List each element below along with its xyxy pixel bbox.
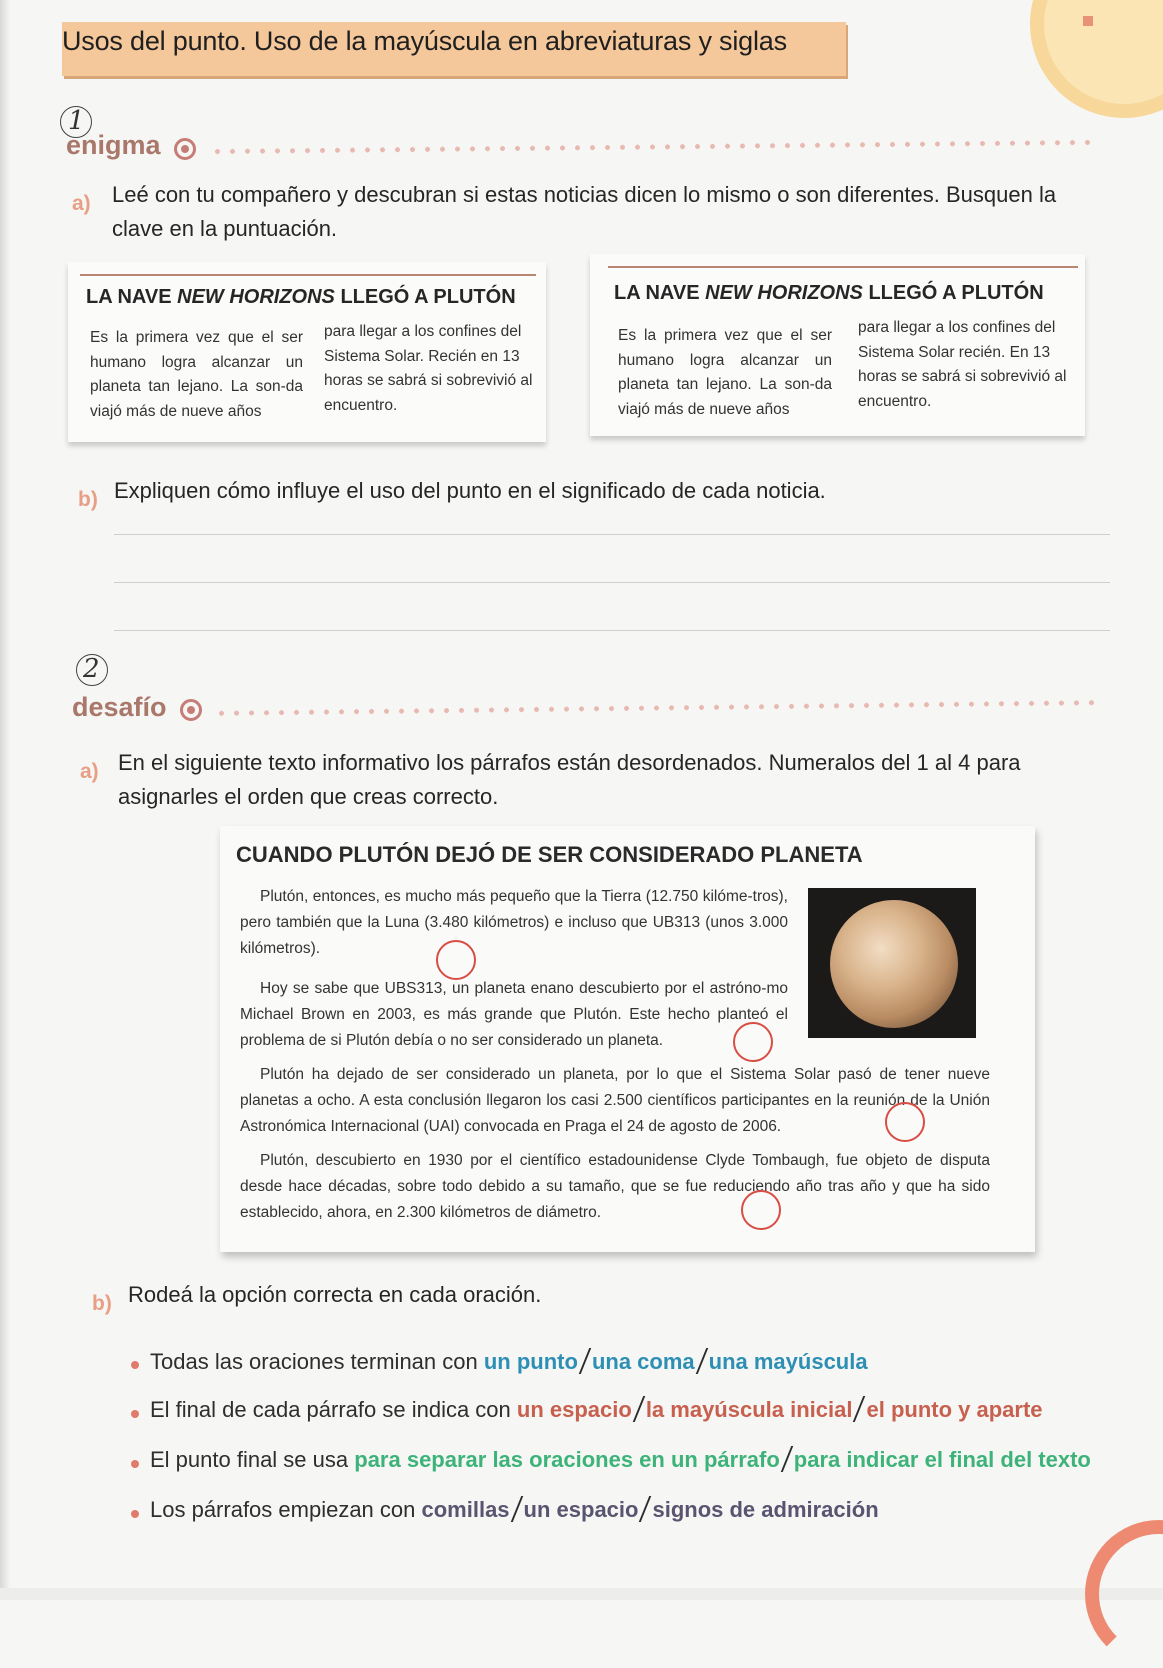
news-column-1: Es la primera vez que el ser humano logra alcanzar un planeta tan lejano. La son-da viajó más de nueve años <box>618 327 832 418</box>
option-choice[interactable]: una mayúscula <box>708 1349 868 1374</box>
option-choice[interactable]: signos de admiración <box>652 1497 879 1522</box>
news-card-1 <box>68 262 546 442</box>
option-choice[interactable]: comillas <box>421 1497 510 1522</box>
answer-circle[interactable] <box>436 940 476 980</box>
option-choice[interactable]: para separar las oraciones en un párrafo <box>354 1447 780 1472</box>
bullet-icon <box>131 1410 139 1418</box>
section-label-desafio: desafío <box>72 692 167 722</box>
option-choice[interactable]: el punto y aparte <box>866 1397 1043 1422</box>
page-bottom-shadow <box>0 1588 1163 1600</box>
news-card-2 <box>590 254 1085 436</box>
handwritten-number-1: 1 <box>68 106 85 136</box>
instruction-text: Rodeá la opción correcta en cada oración. <box>128 1282 542 1307</box>
section-label-enigma: enigma <box>66 130 161 160</box>
info-title: CUANDO PLUTÓN DEJÓ DE SER CONSIDERADO PLANETA <box>236 842 863 867</box>
page-title: Usos del punto. Uso de la mayúscula en abreviaturas y siglas <box>62 26 787 56</box>
option-sentence-4: Los párrafos empiezan con comillas un espacio signos de admiración <box>150 1497 879 1522</box>
news-title: LA NAVE NEW HORIZONS LLEGÓ A PLUTÓN <box>614 282 1044 304</box>
news-column-2: para llegar a los confines del Sistema Solar. Recién en 13 horas se sabrá si sobrevivió al encuentro. <box>324 323 533 414</box>
instruction-text: Leé con tu compañero y descubran si estas noticias dicen lo mismo o son diferentes. Busquen la clave en la puntuación. <box>112 182 1057 241</box>
handwritten-circle <box>76 654 108 686</box>
target-icon <box>174 138 196 160</box>
page-edge-shadow <box>0 0 10 1600</box>
info-paragraph-3: Plutón ha dejado de ser considerado un planeta, por lo que el Sistema Solar pasó de tener nueve planetas a ocho. A esta conclusión llegaron los casi 2.500 científicos participantes en la reunión de la Unión Astronómica Internacional (UAI) convocada en Praga el 24 de agosto de 2006. <box>240 1066 990 1135</box>
handwritten-number-2: 2 <box>83 654 100 684</box>
info-paragraph-1: Plutón, entonces, es mucho más pequeño que la Tierra (12.750 kilóme-tros), pero también que la Luna (3.480 kilómetros) e incluso que UB313 (unos 3.000 kilómetros). <box>240 888 788 957</box>
dotted-divider <box>214 700 1100 717</box>
item-letter-a: a) <box>80 760 99 783</box>
answer-circle[interactable] <box>733 1022 773 1062</box>
corner-sun-decoration <box>1030 0 1163 118</box>
option-choice[interactable]: la mayúscula inicial <box>645 1397 853 1422</box>
option-choice[interactable]: un espacio <box>516 1397 632 1422</box>
answer-circle[interactable] <box>885 1102 925 1142</box>
corner-arc-decoration <box>1085 1520 1163 1668</box>
answer-line[interactable] <box>114 630 1110 631</box>
item-letter-b: b) <box>92 1292 112 1315</box>
pluto-planet-image <box>830 900 958 1028</box>
bullet-icon <box>131 1361 139 1369</box>
answer-line[interactable] <box>114 582 1110 583</box>
instruction-text: En el siguiente texto informativo los párrafos están desordenados. Numeralos del 1 al 4 para asignarles el orden que creas correcto. <box>118 750 1021 809</box>
option-choice[interactable]: una coma <box>591 1349 695 1374</box>
answer-line[interactable] <box>114 534 1110 535</box>
option-choice[interactable]: un punto <box>483 1349 578 1374</box>
instruction-text: Expliquen cómo influye el uso del punto en el significado de cada noticia. <box>114 478 826 503</box>
news-column-1: Es la primera vez que el ser humano logra alcanzar un planeta tan lejano. La son-da viajó más de nueve años <box>90 329 303 420</box>
option-sentence-3: El punto final se usa para separar las oraciones en un párrafo para indicar el final del texto <box>150 1447 1091 1472</box>
target-icon <box>180 699 202 721</box>
item-letter-a: a) <box>72 192 91 215</box>
bullet-icon <box>131 1460 139 1468</box>
option-sentence-1: Todas las oraciones terminan con un punto una coma una mayúscula <box>150 1349 868 1374</box>
option-choice[interactable]: para indicar el final del texto <box>793 1447 1091 1472</box>
bullet-icon <box>131 1510 139 1518</box>
item-letter-b: b) <box>78 488 98 511</box>
info-card <box>220 826 1035 1252</box>
pluto-photo <box>808 888 976 1038</box>
news-rule <box>608 266 1078 268</box>
option-choice[interactable]: un espacio <box>523 1497 639 1522</box>
news-column-2: para llegar a los confines del Sistema Solar recién. En 13 horas se sabrá si sobrevivió al encuentro. <box>858 319 1067 410</box>
news-rule <box>80 274 536 276</box>
dotted-divider <box>210 139 1095 154</box>
info-paragraph-4: Plutón, descubierto en 1930 por el científico estadounidense Clyde Tombaugh, fue objeto de disputa desde hace décadas, sobre todo debido a su tamaño, que se fue reduciendo año tras año y que ha sido establecido, ahora, en 2.300 kilómetros de diámetro. <box>240 1152 990 1221</box>
news-title: LA NAVE NEW HORIZONS LLEGÓ A PLUTÓN <box>86 286 516 308</box>
info-paragraph-2: Hoy se sabe que UBS313, un planeta enano descubierto por el astróno-mo Michael Brown en 2003, es más grande que Plutón. Este hecho planteó el problema de si Plutón debía o no ser considerado un planeta. <box>240 980 788 1049</box>
corner-mark-decoration <box>1083 16 1093 26</box>
answer-circle[interactable] <box>741 1190 781 1230</box>
option-sentence-2: El final de cada párrafo se indica con un espacio la mayúscula inicial el punto y aparte <box>150 1397 1043 1422</box>
